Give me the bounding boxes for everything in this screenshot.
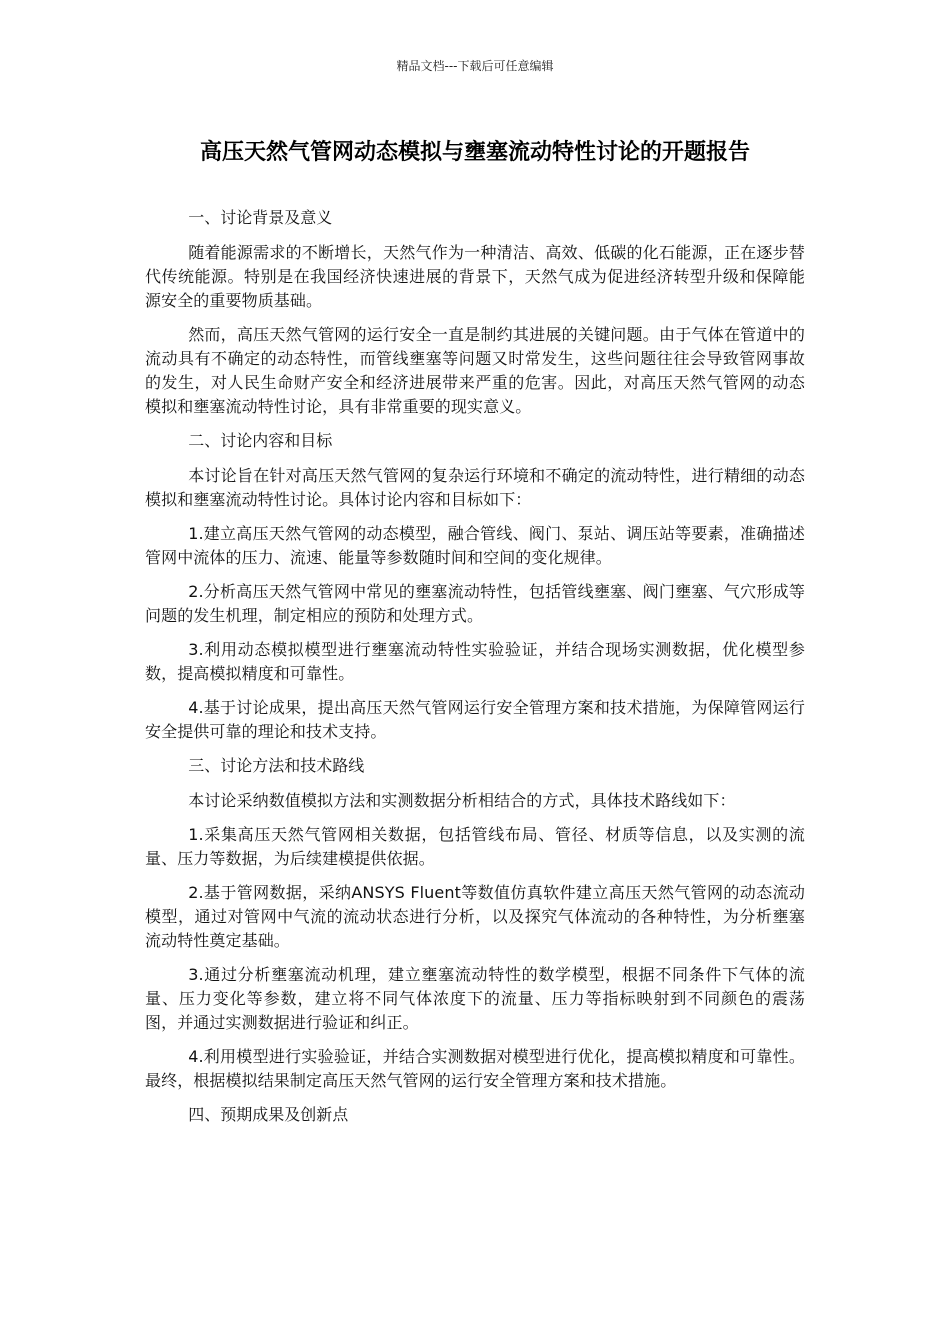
paragraph: 本讨论采纳数值模拟方法和实测数据分析相结合的方式，具体技术路线如下：	[188, 791, 736, 810]
list-item: 1.建立高压天然气管网的动态模型，融合管线、阀门、泵站、调压站等要素，准确描述管网中流体的压力、流速、能量等参数随时间和空间的变化规律。	[145, 524, 805, 567]
section-heading-outcomes: 四、预期成果及创新点	[188, 1105, 349, 1124]
document-body	[145, 206, 805, 1138]
paragraph: 然而，高压天然气管网的运行安全一直是制约其进展的关键问题。由于气体在管道中的流动具有不确定的动态特性，而管线壅塞等问题又时常发生，这些问题往往会导致管网事故的发生，对人民生命财产安全和经济进展带来严重的危害。因此，对高压天然气管网的动态模拟和壅塞流动特性讨论，具有非常重要的现实意义。	[145, 325, 805, 416]
list-item: 3.通过分析壅塞流动机理，建立壅塞流动特性的数学模型，根据不同条件下气体的流量、压力变化等参数，建立将不同气体浓度下的流量、压力等指标映射到不同颜色的震荡图，并通过实测数据进行验证和纠正。	[145, 965, 805, 1032]
section-heading-content-goals: 二、讨论内容和目标	[188, 431, 333, 450]
paragraph: 本讨论旨在针对高压天然气管网的复杂运行环境和不确定的流动特性，进行精细的动态模拟和壅塞流动特性讨论。具体讨论内容和目标如下：	[145, 466, 805, 509]
list-item: 4.利用模型进行实验验证，并结合实测数据对模型进行优化，提高模拟精度和可靠性。最终，根据模拟结果制定高压天然气管网的运行安全管理方案和技术措施。	[145, 1047, 805, 1090]
list-item: 3.利用动态模拟模型进行壅塞流动特性实验验证，并结合现场实测数据，优化模型参数，提高模拟精度和可靠性。	[145, 640, 805, 683]
page-header: 精品文档---下载后可任意编辑	[396, 59, 554, 73]
document-title: 高压天然气管网动态模拟与壅塞流动特性讨论的开题报告	[199, 140, 750, 165]
section-heading-background: 一、讨论背景及意义	[188, 208, 333, 227]
paragraph: 随着能源需求的不断增长，天然气作为一种清洁、高效、低碳的化石能源，正在逐步替代传统能源。特别是在我国经济快速进展的背景下，天然气成为促进经济转型升级和保障能源安全的重要物质基础。	[145, 243, 805, 310]
list-item: 2.基于管网数据，采纳ANSYS Fluent等数值仿真软件建立高压天然气管网的动态流动模型，通过对管网中气流的流动状态进行分析，以及探究气体流动的各种特性，为分析壅塞流动特性奠定基础。	[145, 883, 805, 950]
list-item: 2.分析高压天然气管网中常见的壅塞流动特性，包括管线壅塞、阀门壅塞、气穴形成等问题的发生机理，制定相应的预防和处理方式。	[145, 582, 805, 625]
section-heading-methods: 三、讨论方法和技术路线	[188, 756, 365, 775]
list-item: 1.采集高压天然气管网相关数据，包括管线布局、管径、材质等信息，以及实测的流量、压力等数据，为后续建模提供依据。	[145, 825, 805, 868]
list-item: 4.基于讨论成果，提出高压天然气管网运行安全管理方案和技术措施，为保障管网运行安全提供可靠的理论和技术支持。	[145, 698, 805, 741]
